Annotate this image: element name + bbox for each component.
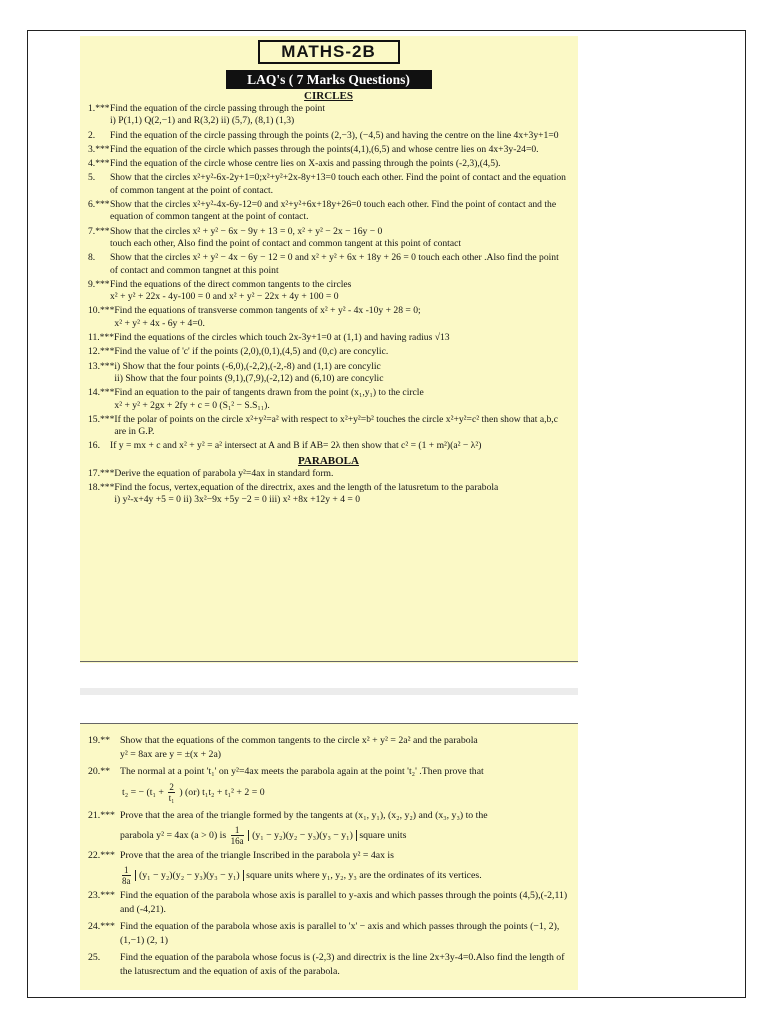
question-item <box>88 734 569 762</box>
question-item <box>88 765 569 806</box>
absolute-value: (y₁ − y₂)(y₂ − y₃)(y₃ − y₁) <box>135 870 244 881</box>
page-gap <box>80 688 578 695</box>
question-item <box>88 226 569 251</box>
question-text: i) y²-x+4y +5 = 0 ii) 3x²−9x +5y −2 = 0 iii) x² +8x +12y + 4 = 0 <box>114 494 361 506</box>
question-number: 22.*** <box>88 850 115 861</box>
question-text: If the polar of points on the circle x²+y²=a² with respect to x²+y²=b² touches the circle x²+y²=c² then show that a,b,c are in G.P. <box>114 413 558 438</box>
formula: parabola y² = 4ax (a > 0) is $\frac{1}{16a}$ (y₁ − y₂)(y₂ − y₃)(y₃ − y₁) square units <box>120 825 407 846</box>
absolute-value: (y₁ − y₂)(y₂ − y₃)(y₃ − y₁) <box>248 830 357 841</box>
question-item <box>88 252 569 277</box>
question-number: 10.*** <box>88 305 115 317</box>
page-title: MATHS-2B <box>258 40 400 64</box>
question-text: Find the focus, vertex,equation of the directrix, axes and the length of the latusretum to the parabola <box>114 482 499 494</box>
question-text: Show that the circles x²+y²-4x-6y-12=0 and x²+y²+6x+18y+26=0 touch each other. Find the point of contact and the equation of common tangent at the point of contact. <box>110 199 557 223</box>
question-number: 21.*** <box>88 810 115 821</box>
question-text: x² + y² + 22x - 4y-100 = 0 and x² + y² − 22x + 4y + 100 = 0 <box>110 291 339 303</box>
question-text: y² = 8ax are y = ±(x + 2a) <box>120 749 222 760</box>
question-text: Find the equations of the circles which touch 2x-3y+1=0 at (1,1) and having radius √13 <box>114 332 450 344</box>
question-text: Find the equation of the circle which passes through the points(4,1),(6,5) and whose centre lies on 4x+3y-24=0. <box>110 143 539 155</box>
question-number: 11.*** <box>88 332 115 344</box>
page-divider <box>80 661 578 662</box>
fraction: $\frac{2}{\text{t₁}}$ <box>168 782 175 803</box>
question-text: ii) Show that the four points (9,1),(7,9),(-2,12) and (6,10) are concylic <box>114 372 384 384</box>
question-text: Find the equation of the circle passing through the points (2,−3), (−4,5) and having the centre on the line 4x+3y+1=0 <box>110 129 559 141</box>
question-item <box>88 199 569 224</box>
question-number: 6.*** <box>88 199 110 211</box>
question-item <box>88 951 569 979</box>
question-number: 13.*** <box>88 360 115 372</box>
question-item <box>88 387 569 412</box>
question-text: i) P(1,1) Q(2,−1) and R(3,2) ii) (5,7), (8,1) (1,3) <box>110 115 295 127</box>
question-text: Prove that the area of the triangle formed by the tangents at (x₁, y₁), (x₂, y₂) and (x₃, y₃) to the <box>120 810 488 821</box>
question-item <box>88 332 569 344</box>
question-text: Find the equation of the circle whose centre lies on X-axis and passing through the points (-2,3),(4,5). <box>110 158 501 170</box>
question-number: 15.*** <box>88 413 115 425</box>
question-text: Show that the circles x²+y²-6x-2y+1=0;x²+y²+2x-8y+13=0 touch each other. Find the point of contact and the equation of common tangent at the point of contact. <box>110 172 566 196</box>
fraction: $\frac{1}{8a}$ <box>122 865 131 886</box>
question-number: 3.*** <box>88 143 110 155</box>
question-text: Find the equation of the parabola whose axis is parallel to y-axis and which passes through the points (4,5),(-2,11) and (-4,21). <box>120 890 568 915</box>
question-item <box>88 889 569 917</box>
question-number: 7.*** <box>88 225 110 237</box>
question-item <box>88 809 569 846</box>
question-item <box>88 103 569 128</box>
question-text: Find the value of 'c' if the points (2,0),(0,1),(4,5) and (0,c) are concylic. <box>114 346 389 358</box>
question-item <box>88 158 569 170</box>
question-number: 16. <box>88 440 100 452</box>
question-number: 20.** <box>88 766 111 777</box>
subtitle-banner: LAQ's ( 7 Marks Questions) <box>226 70 432 89</box>
question-number: 23.*** <box>88 890 115 901</box>
section-heading-circles: CIRCLES <box>304 90 353 102</box>
question-item <box>88 920 569 948</box>
question-text: x² + y² + 2gx + 2fy + c = 0 (S₁² − S.S₁₁). <box>114 399 270 411</box>
question-text: Prove that the area of the triangle Inscribed in the parabola y² = 4ax is <box>120 850 394 861</box>
question-text: Show that the circles x² + y² − 6x − 9y + 13 = 0, x² + y² − 2x − 16y − 0 <box>110 225 383 237</box>
question-text: Find the equation of the circle passing through the point <box>110 103 326 114</box>
question-item <box>88 468 569 480</box>
question-text: Show that the circles x² + y² − 4x − 6y − 12 = 0 and x² + y² + 6x + 18y + 26 = 0 touch each other .Also find the point of contact and common tangnet at this point <box>110 252 559 276</box>
parabola-question-list-continued <box>88 889 569 979</box>
question-number: 8. <box>88 252 96 264</box>
question-number: 1.*** <box>88 103 110 114</box>
parabola-question-list <box>88 468 569 507</box>
question-number: 17.*** <box>88 467 115 479</box>
question-item <box>88 414 569 439</box>
formula: t₂ = − (t₁ + $\frac{2}{\text{t₁}}$ ) (or) t₁t₂ + t₁² + 2 = 0 <box>122 782 265 803</box>
question-text: touch each other, Also find the point of contact and common tangent at this point of contact <box>110 237 462 249</box>
question-number: 18.*** <box>88 482 115 494</box>
question-text: If y = mx + c and x² + y² = a² intersect at A and B if AB= 2λ then show that c² = (1 + m²)(a² − λ²) <box>110 440 482 452</box>
question-text: Find the equation of the parabola whose axis is parallel to 'x' − axis and which passes through the points (−1, 2), (1,−1) (2, 1) <box>120 921 560 946</box>
question-text: Find an equation to the pair of tangents drawn from the point (x₁,y₁) to the circle <box>114 387 424 399</box>
question-number: 5. <box>88 172 96 184</box>
fraction: $\frac{1}{16a}$ <box>230 825 244 846</box>
question-number: 4.*** <box>88 158 110 170</box>
question-number: 19.** <box>88 735 111 746</box>
question-number: 25. <box>88 952 101 963</box>
question-item <box>88 172 569 197</box>
question-item <box>88 144 569 156</box>
question-item <box>88 361 569 386</box>
question-number: 9.*** <box>88 278 110 290</box>
question-item <box>88 482 569 507</box>
question-item <box>88 440 569 452</box>
question-text: Find the equations of transverse common tangents of x² + y² - 4x -10y + 28 = 0; <box>114 305 421 317</box>
question-text: x² + y² + 4x - 6y + 4=0. <box>114 317 205 329</box>
question-text: Show that the equations of the common tangents to the circle x² + y² = 2a² and the parabola <box>120 735 478 746</box>
scanned-page-1 <box>80 36 578 663</box>
question-number: 2. <box>88 129 96 141</box>
question-item <box>88 346 569 358</box>
question-item <box>88 305 569 330</box>
question-text: Find the equations of the direct common tangents to the circles <box>110 278 352 290</box>
question-text: The normal at a point 't₁' on y²=4ax meets the parabola again at the point 't₂' .Then prove that <box>120 766 484 777</box>
circles-question-list <box>88 103 569 453</box>
question-number: 24.*** <box>88 921 115 932</box>
question-text: Find the equation of the parabola whose focus is (-2,3) and directrix is the line 2x+3y-4=0.Also find the length of the latusrectum and the equation of axis of the parabola. <box>120 952 565 977</box>
question-item <box>88 279 569 304</box>
question-number: 12.*** <box>88 346 115 358</box>
question-number: 14.*** <box>88 387 115 399</box>
section-heading-parabola: PARABOLA <box>298 454 359 467</box>
question-item <box>88 849 569 886</box>
question-item <box>88 130 569 142</box>
formula: $\frac{1}{8a}$ (y₁ − y₂)(y₂ − y₃)(y₃ − y₁) square units where y₁, y₂, y₃ are the ordinates of its vertices. <box>122 865 482 886</box>
question-text: i) Show that the four points (-6,0),(-2,2),(-2,-8) and (1,1) are concylic <box>114 360 381 372</box>
scanned-page-2 <box>80 724 578 990</box>
question-text: Derive the equation of parabola y²=4ax in standard form. <box>114 467 334 479</box>
